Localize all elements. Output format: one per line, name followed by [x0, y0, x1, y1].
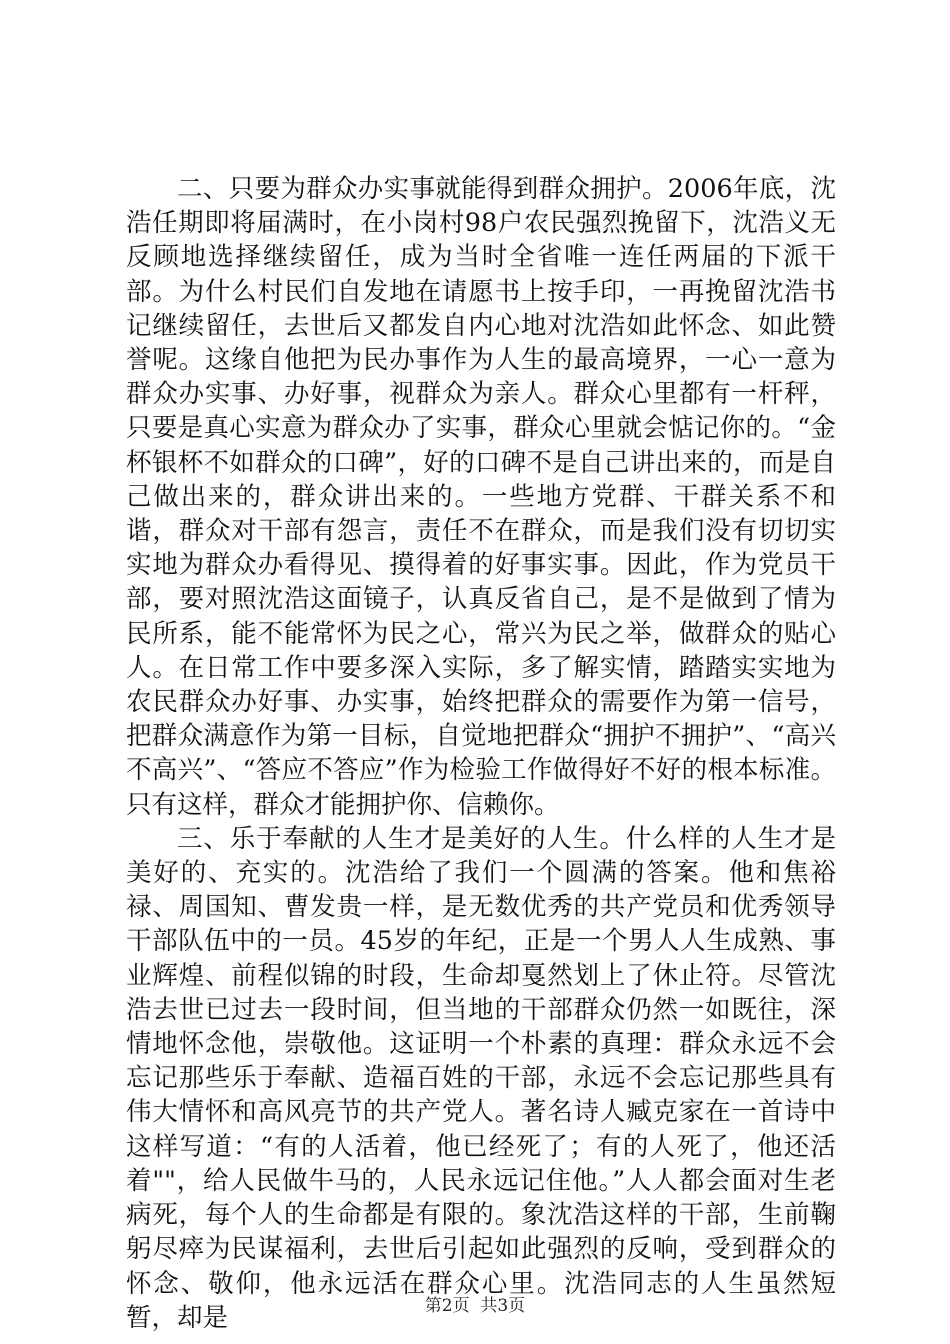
page-footer: 第2页 共3页 — [424, 1296, 526, 1316]
paragraph-two: 二、只要为群众办实事就能得到群众拥护。2006年底，沈浩任期即将届满时，在小岗村98户农民强烈挽留下，沈浩义无反顾地选择继续留任，成为当时全省唯一连任两届的下派干部。为什么村民们自发地在请愿书上按手印，一再挽留沈浩书记继续留任，去世后又都发自内心地对沈浩如此怀念、如此赞誉呢。这缘自他把为民办事作为人生的最高境界，一心一意为群众办实事、办好事，视群众为亲人。群众心里都有一杆秤，只要是真心实意为群众办了实事，群众心里就会惦记你的。“金杯银杯不如群众的口碑”，好的口碑不是自己讲出来的，而是自己做出来的，群众讲出来的。一些地方党群、干群关系不和谐，群众对干部有怨言，责任不在群众，而是我们没有切切实实地为群众办看得见、摸得着的好事实事。因此，作为党员干部，要对照沈浩这面镜子，认真反省自己，是不是做到了情为民所系，能不能常怀为民之心，常兴为民之举，做群众的贴心人。在日常工作中要多深入实际，多了解实情，踏踏实实地为农民群众办好事、办实事，始终把群众的需要作为第一信号，把群众满意作为第一目标，自觉地把群众“拥护不拥护”、“高兴不高兴”、“答应不答应”作为检验工作做得好不好的根本标准。只有这样，群众才能拥护你、信赖你。 — [126, 174, 836, 820]
paragraph-three: 三、乐于奉献的人生才是美好的人生。什么样的人生才是美好的、充实的。沈浩给了我们一个圆满的答案。他和焦裕禄、周国知、曹发贵一样，是无数优秀的共产党员和优秀领导干部队伍中的一员。45岁的年纪，正是一个男人人生成熟、事业辉煌、前程似锦的时段，生命却戛然划上了休止符。尽管沈浩去世已过去一段时间，但当地的干部群众仍然一如既往，深情地怀念他，崇敬他。这证明一个朴素的真理：群众永远不会忘记那些乐于奉献、造福百姓的干部，永远不会忘记那些具有伟大情怀和高风亮节的共产党人。著名诗人臧克家在一首诗中这样写道：“有的人活着，他已经死了；有的人死了，他还活着""，给人民做牛马的，人民永远记住他。”人人都会面对生老病死，每个人的生命都是有限的。象沈浩这样的干部，生前鞠躬尽瘁为民谋福利，去世后引起如此强烈的反响，受到群众的怀念、敬仰，他永远活在群众心里。沈浩同志的人生虽然短暂，却是 — [126, 823, 836, 1333]
document-body — [126, 172, 836, 1335]
